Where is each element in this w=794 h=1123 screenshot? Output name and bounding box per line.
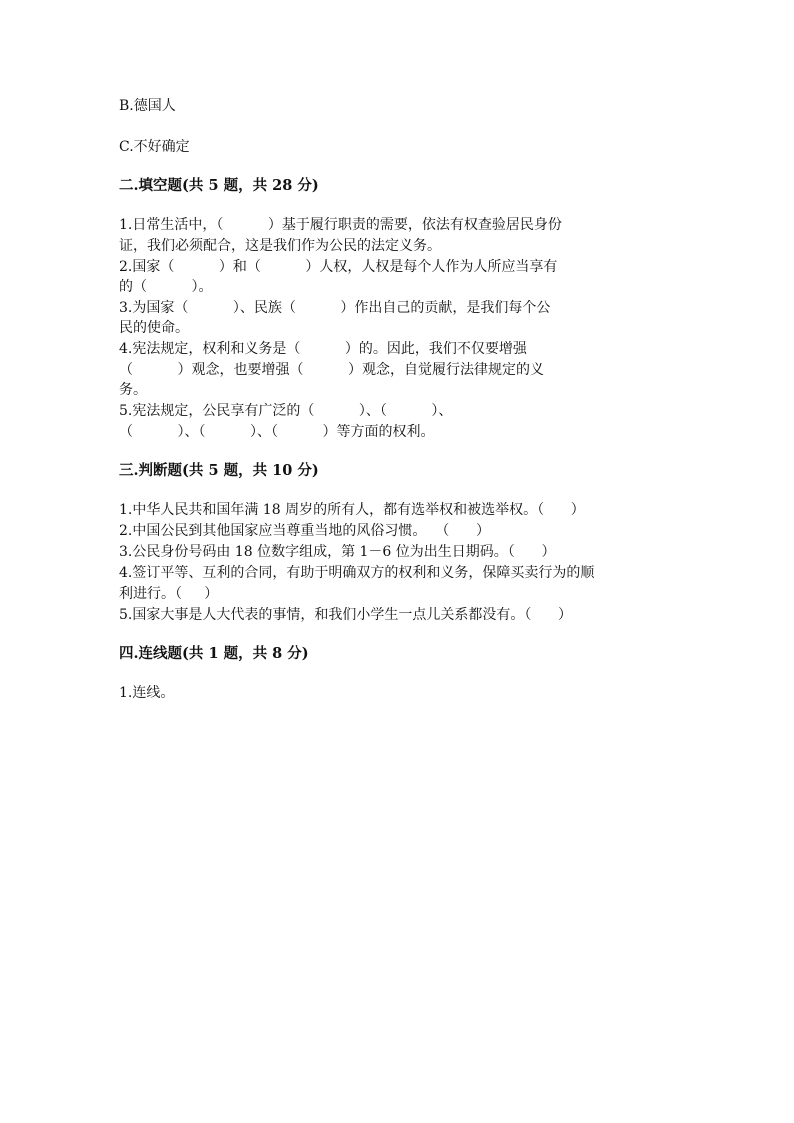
- question-line: （ ）、（ ）、（ ）等方面的权利。: [119, 424, 435, 440]
- question-line: 3.公民身份号码由 18 位数字组成，第 1－6 位为出生日期码。（ ）: [119, 544, 556, 560]
- choice-option-b: B.德国人: [119, 98, 176, 114]
- question-line: 3.为国家（ ）、民族（ ）作出自己的贡献，是我们每个公: [119, 300, 551, 316]
- question-line: 2.中国公民到其他国家应当尊重当地的风俗习惯。 （ ）: [119, 523, 490, 539]
- question-line: 2.国家（ ）和（ ）人权，人权是每个人作为人所应当享有: [119, 259, 558, 275]
- question-line: 务。: [119, 382, 147, 398]
- section-heading-true-false: 三.判断题(共 5 题，共 10 分): [119, 462, 319, 479]
- question-line: 5.国家大事是人大代表的事情，和我们小学生一点儿关系都没有。（ ）: [119, 607, 573, 623]
- question-line: 4.签订平等、互利的合同，有助于明确双方的权利和义务，保障买卖行为的顺: [119, 565, 595, 581]
- section-heading-matching: 四.连线题(共 1 题，共 8 分): [119, 645, 309, 662]
- question-line: 证，我们必须配合，这是我们作为公民的法定义务。: [119, 238, 441, 254]
- question-line: 民的使命。: [119, 320, 189, 336]
- question-line: 4.宪法规定，权利和义务是（ ）的。因此，我们不仅要增强: [119, 341, 527, 357]
- section-heading-fill-in: 二.填空题(共 5 题，共 28 分): [119, 177, 319, 194]
- question-line: 利进行。（ ）: [119, 586, 219, 602]
- question-line: 5.宪法规定，公民享有广泛的（ ）、（ ）、: [119, 403, 453, 419]
- question-line: 1.中华人民共和国年满 18 周岁的所有人，都有选举权和被选举权。（ ）: [119, 502, 585, 518]
- question-line: （ ）观念，也要增强（ ）观念，自觉履行法律规定的义: [119, 362, 545, 378]
- choice-option-c: C.不好确定: [119, 139, 190, 155]
- question-line: 1.连线。: [119, 685, 175, 701]
- question-line: 1.日常生活中，（ ）基于履行职责的需要，依法有权查验居民身份: [119, 217, 562, 233]
- question-line: 的（ ）。: [119, 279, 213, 295]
